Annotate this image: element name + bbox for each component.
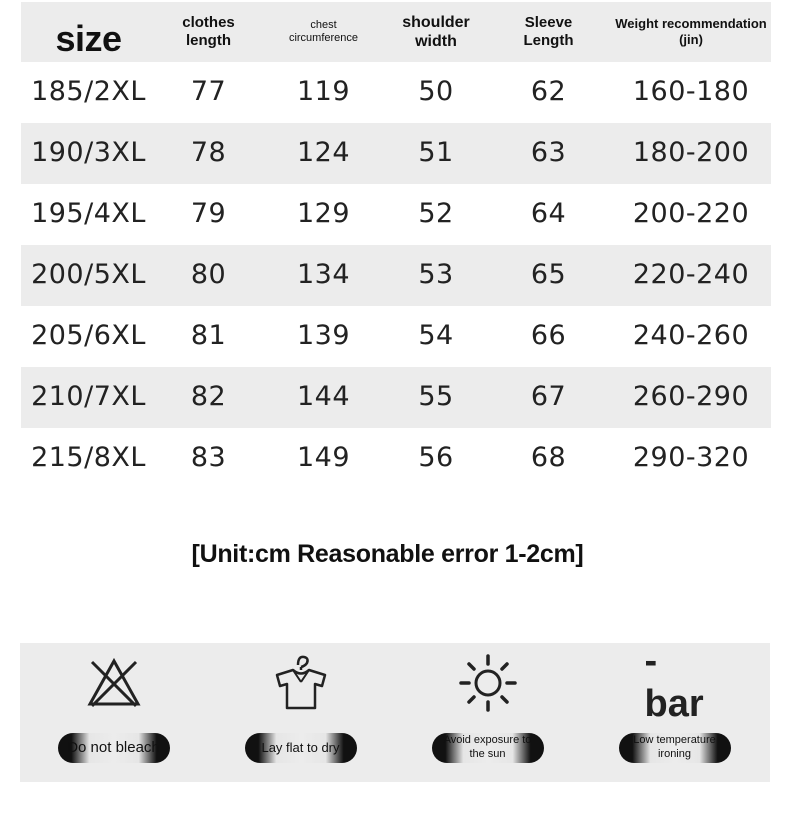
cell-shoulder: 51 [418,137,454,169]
care-instructions [20,640,770,782]
table-header [21,2,771,62]
table-row [21,367,771,428]
cell-weight: 240-260 [632,320,750,352]
care-label-pill [58,733,170,763]
cell-weight: 290-320 [632,442,750,474]
header-clothes-length: clothes length [182,14,235,49]
unit-note: [Unit:cm Reasonable error 1-2cm] [191,540,584,568]
cell-chest: 134 [296,259,351,291]
care-label: Low temperature [633,734,716,747]
cell-sleeve: 68 [530,442,567,474]
header-weight: Weight recommendation (jin) [615,16,767,47]
cell-sleeve: 66 [530,320,567,352]
table-row [21,184,771,245]
care-item-low-temp-iron [581,640,768,782]
cell-shoulder: 54 [418,320,454,352]
cell-sleeve: 62 [530,76,567,108]
cell-length: 80 [190,259,227,291]
cell-length: 79 [190,198,227,230]
care-label: the sun [469,748,506,760]
cell-shoulder: 53 [418,259,454,291]
cell-length: 83 [190,442,227,474]
cell-length: 77 [190,76,227,108]
cell-weight: 160-180 [632,76,750,108]
header-shoulder: shoulder width [402,13,470,50]
cell-sleeve: 63 [530,137,567,169]
bar-text: -bar [644,640,704,725]
table-row [21,306,771,367]
care-label: Avoid exposure to [443,734,532,747]
cell-weight: 200-220 [632,198,750,230]
cell-size: 200/5XL [31,259,146,291]
care-label-pill [245,733,357,763]
cell-chest: 129 [296,198,351,230]
size-table [21,2,771,489]
table-row [21,123,771,184]
cell-chest: 124 [296,137,351,169]
cell-chest: 144 [296,381,351,413]
header-size: size [55,18,122,60]
cell-weight: 180-200 [632,137,750,169]
care-item-avoid-sun [394,643,581,782]
care-label: ironing [657,748,691,760]
care-item-no-bleach [20,643,207,782]
cell-chest: 149 [296,442,351,474]
cell-weight: 260-290 [632,381,750,413]
care-item-lay-flat [207,643,394,782]
table-row [21,62,771,123]
cell-size: 210/7XL [31,381,146,413]
cell-length: 81 [190,320,227,352]
no-bleach-icon [84,653,144,713]
cell-length: 78 [190,137,227,169]
cell-size: 215/8XL [31,442,146,474]
cell-shoulder: 55 [418,381,454,413]
header-chest: chest circumference [288,18,359,44]
cell-sleeve: 67 [530,381,567,413]
care-label-pill [432,733,544,763]
cell-chest: 119 [296,76,351,108]
cell-size: 195/4XL [31,198,146,230]
cell-sleeve: 65 [530,259,567,291]
care-label: Lay flat to dry [261,739,340,755]
cell-weight: 220-240 [632,259,750,291]
cell-chest: 139 [296,320,351,352]
cell-shoulder: 52 [418,198,454,230]
cell-length: 82 [190,381,227,413]
cell-size: 190/3XL [31,137,146,169]
care-label: Do not bleach [67,738,160,756]
cell-size: 205/6XL [31,320,146,352]
lay-flat-dry-icon [271,653,331,713]
table-row [21,428,771,489]
header-sleeve: Sleeve Length [523,14,574,49]
cell-shoulder: 50 [418,76,454,108]
table-row [21,245,771,306]
cell-size: 185/2XL [31,76,146,108]
care-label-pill [619,733,731,763]
cell-sleeve: 64 [530,198,567,230]
cell-shoulder: 56 [418,442,454,474]
sun-icon [458,653,518,713]
